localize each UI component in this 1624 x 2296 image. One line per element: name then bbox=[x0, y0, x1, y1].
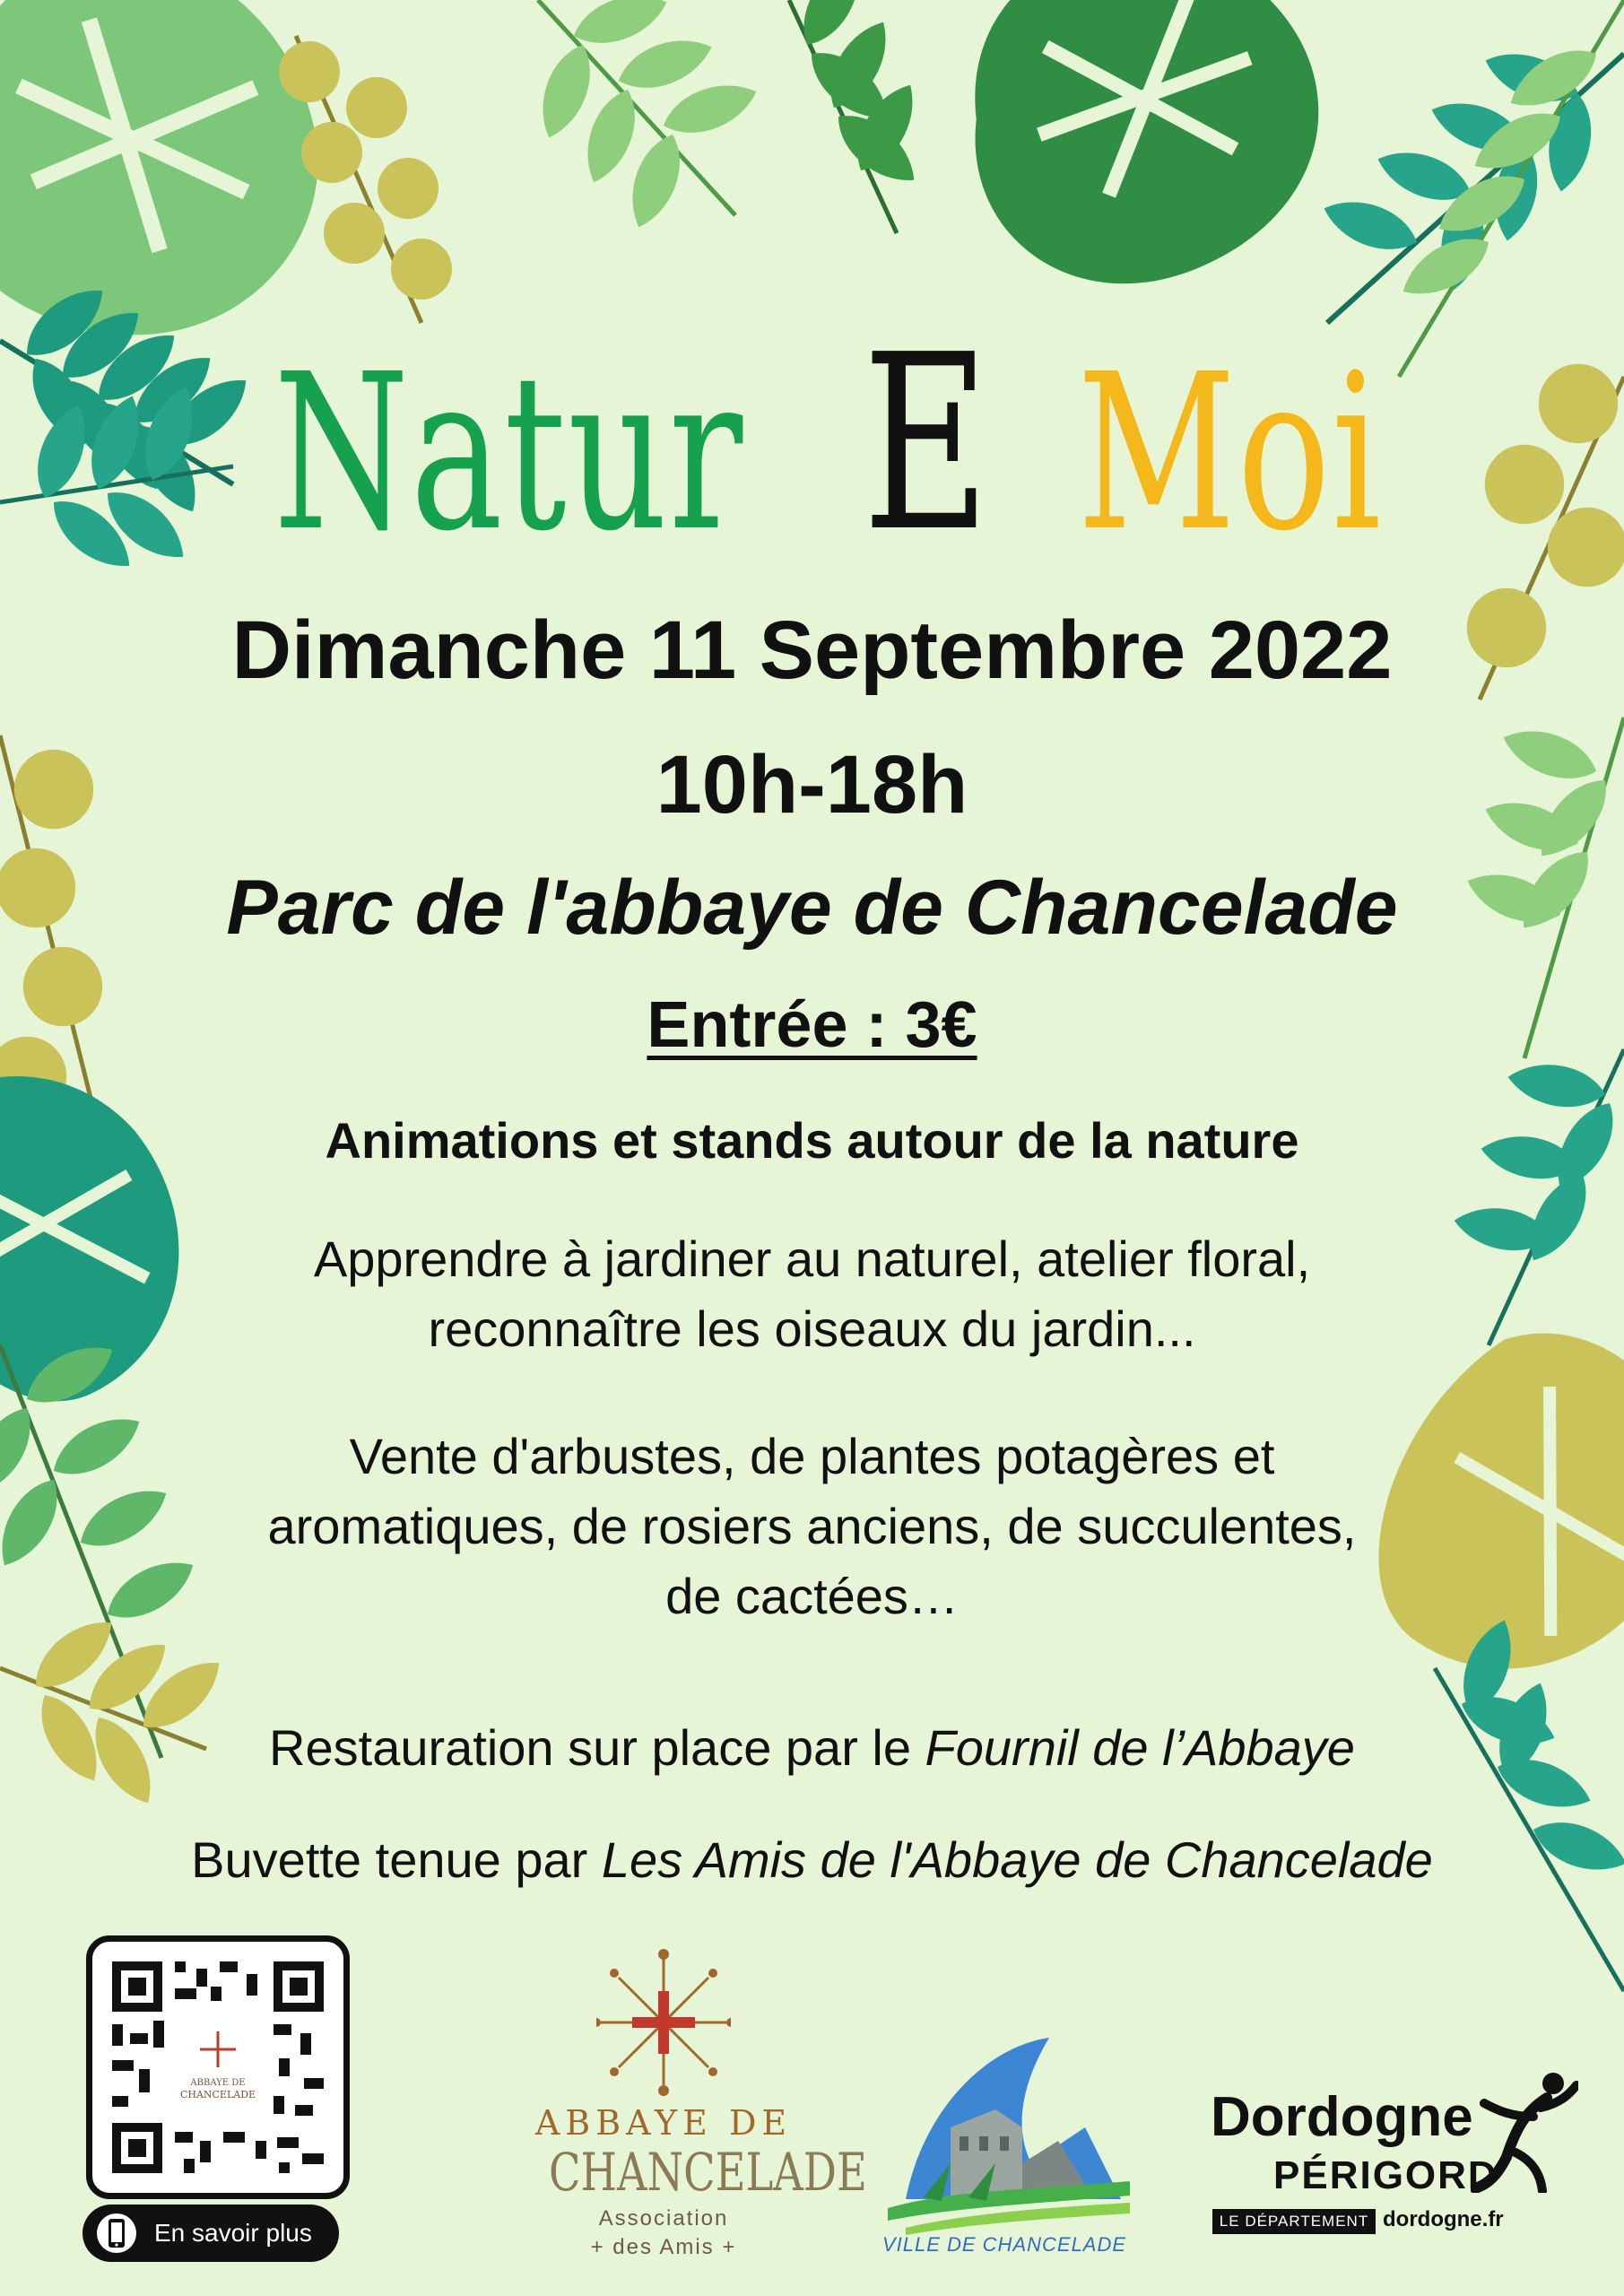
entry-price-text: Entrée : 3€ bbox=[647, 989, 977, 1061]
ville-chancelade-logo bbox=[870, 2029, 1139, 2264]
program-heading: Animations et stands autour de la nature bbox=[325, 1112, 1299, 1169]
title-natur: Natur bbox=[273, 327, 744, 578]
sale-paragraph bbox=[0, 1422, 1624, 1631]
runner-figure-icon bbox=[1471, 2067, 1578, 2193]
dordogne-website: dordogne.fr bbox=[1383, 2207, 1504, 2231]
dordogne-perigord-logo bbox=[1202, 2067, 1596, 2247]
fern-leaf-top-center bbox=[530, 0, 763, 234]
qr-code-image bbox=[112, 1961, 324, 2173]
abbaye-logo-line-4: + des Amis + bbox=[590, 2235, 737, 2259]
event-venue: Parc de l'abbaye de Chancelade bbox=[226, 865, 1398, 951]
fern-leaf-top-center-dark bbox=[789, 0, 927, 233]
event-date: Dimanche 11 Septembre 2022 bbox=[231, 604, 1393, 696]
food-paragraph bbox=[0, 1713, 1624, 1783]
bar-provider: Les Amis de l'Abbaye de Chancelade bbox=[601, 1831, 1433, 1888]
event-hours: 10h-18h bbox=[656, 739, 968, 831]
dordogne-department-label: LE DÉPARTEMENT bbox=[1212, 2209, 1376, 2234]
monstera-leaf-top-right bbox=[919, 0, 1363, 328]
ville-logo-name: VILLE DE CHANCELADE bbox=[881, 2233, 1127, 2256]
bar-prefix: Buvette tenue par bbox=[191, 1831, 602, 1888]
fern-leaf-right-bottom bbox=[1435, 1613, 1624, 1991]
bar-paragraph bbox=[0, 1825, 1624, 1895]
abbaye-logo-line-2: CHANCELADE bbox=[549, 2142, 867, 2203]
food-prefix: Restauration sur place par le bbox=[269, 1719, 925, 1776]
abbaye-logo-line-3: Association bbox=[598, 2206, 729, 2231]
entry-price bbox=[0, 987, 1624, 1064]
qr-code[interactable] bbox=[86, 1935, 350, 2199]
sale-line-1: Vente d'arbustes, de plantes potagères et bbox=[349, 1428, 1275, 1484]
activities-line-1: Apprendre à jardiner au naturel, atelier floral, bbox=[313, 1231, 1311, 1287]
activities-paragraph bbox=[0, 1224, 1624, 1364]
title-moi: Moi bbox=[1077, 327, 1384, 578]
more-info-button[interactable] bbox=[83, 2205, 339, 2262]
food-provider: Fournil de l’Abbaye bbox=[925, 1719, 1355, 1776]
dordogne-region: PÉRIGORD bbox=[1273, 2153, 1498, 2197]
dordogne-name: Dordogne bbox=[1211, 2086, 1473, 2148]
activities-line-2: reconnaître les oiseaux du jardin... bbox=[428, 1300, 1196, 1357]
more-info-label: En savoir plus bbox=[154, 2219, 312, 2247]
svg-text:ABBAYE DE: ABBAYE DE bbox=[190, 2078, 246, 2088]
title-e: E bbox=[862, 302, 992, 585]
abbaye-association-logo bbox=[520, 1937, 867, 2278]
abbaye-logo-line-1: ABBAYE DE bbox=[534, 2103, 793, 2143]
phone-icon bbox=[95, 2212, 138, 2255]
svg-text:CHANCELADE: CHANCELADE bbox=[179, 2089, 256, 2100]
occitan-cross-icon bbox=[596, 1942, 731, 2099]
sale-line-2: aromatiques, de rosiers anciens, de succulentes, bbox=[267, 1498, 1357, 1554]
ville-logo-image bbox=[870, 2029, 1139, 2235]
sale-line-3: de cactées… bbox=[665, 1568, 959, 1624]
poster-title bbox=[0, 302, 1624, 585]
